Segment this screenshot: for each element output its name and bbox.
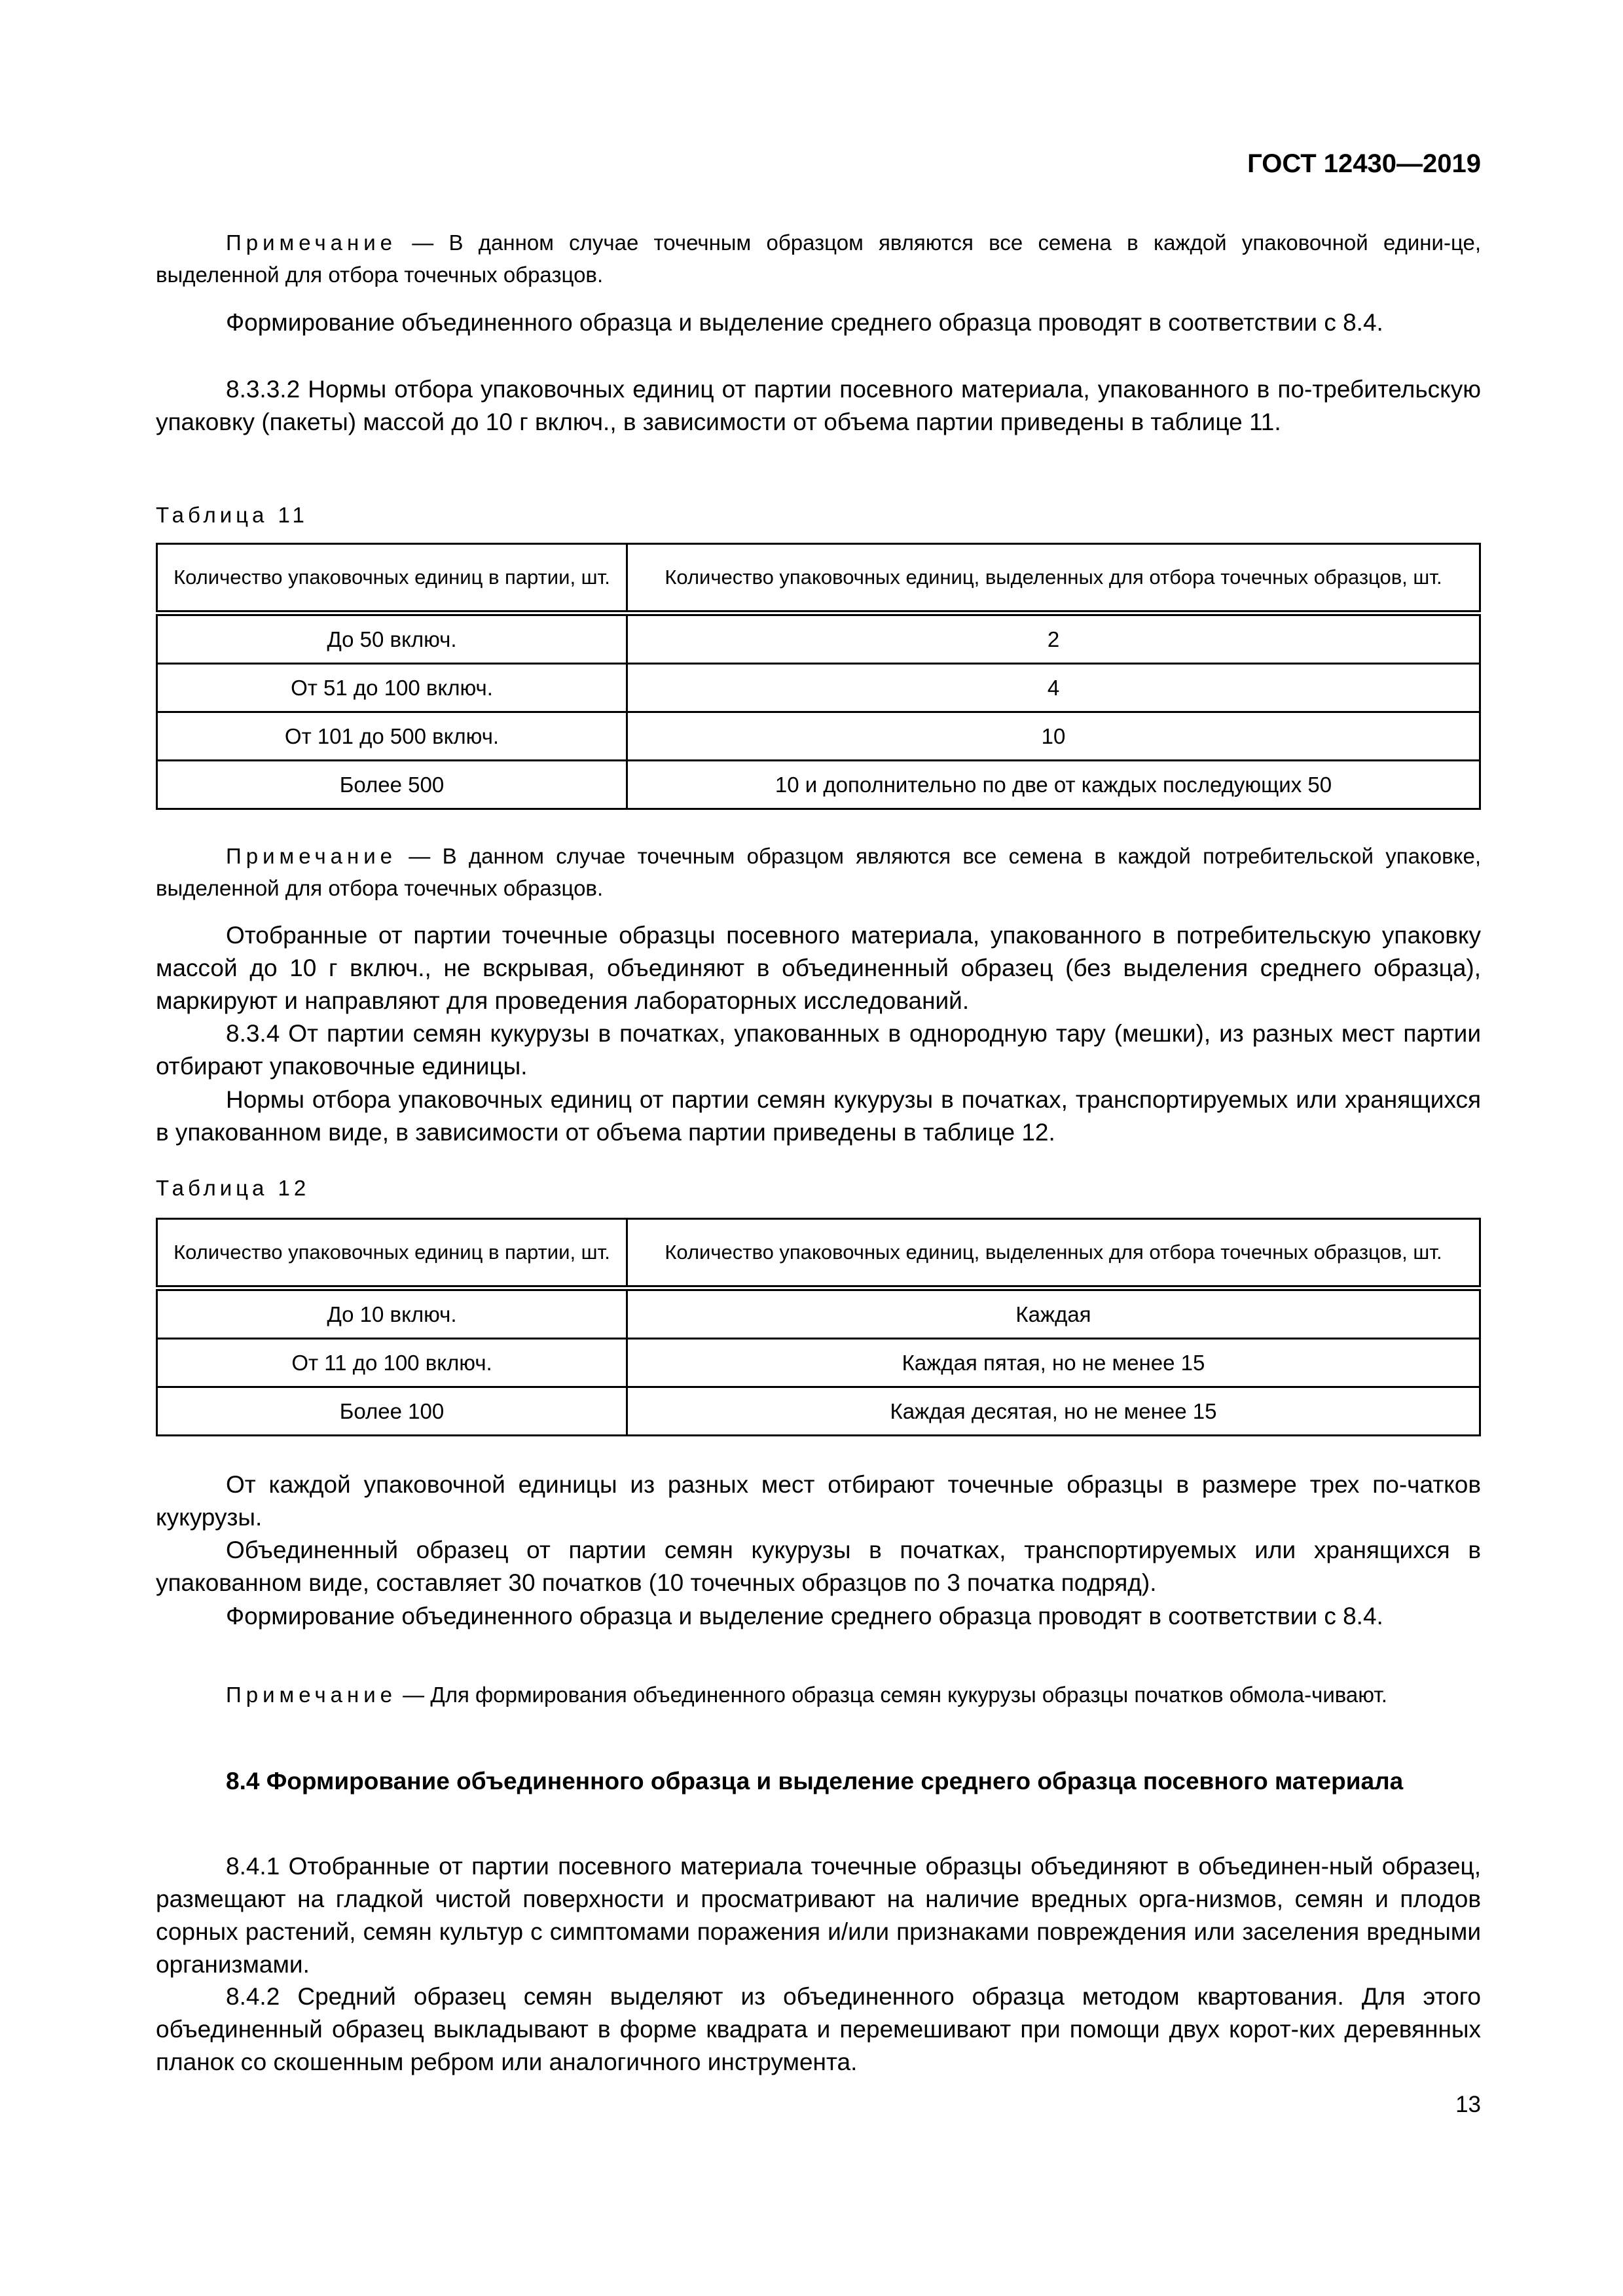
column-header: Количество упаковочных единиц в партии, шт. <box>157 1219 627 1288</box>
table-12 <box>156 1218 1481 1436</box>
table-cell: Более 100 <box>157 1387 627 1436</box>
note-label: Примечание <box>226 230 397 255</box>
column-header: Количество упаковочных единиц, выделенных для отбора точечных образцов, шт. <box>627 1219 1480 1288</box>
document-id: ГОСТ 12430—2019 <box>1247 149 1481 178</box>
paragraph <box>156 1084 1481 1149</box>
paragraph <box>156 1600 1481 1633</box>
table-row <box>157 761 1480 809</box>
note-label: Примечание <box>226 1683 397 1707</box>
table-cell: Более 500 <box>157 761 627 809</box>
paragraph-8-4-2 <box>156 1980 1481 2079</box>
paragraph-8-3-3-2 <box>156 373 1481 439</box>
paragraph <box>156 1534 1481 1599</box>
paragraph-text: Нормы отбора упаковочных единиц от партии семян кукурузы в початках, транспортируемых или хранящихся в упакованном виде, в зависимости от объема партии приведены в таблице 12. <box>156 1086 1481 1146</box>
table-cell: 4 <box>627 664 1480 712</box>
table-row <box>157 1387 1480 1436</box>
paragraph-text: 8.3.4 От партии семян кукурузы в початках, упакованных в однородную тару (мешки), из разных мест партии отбирают упаковочные единицы. <box>156 1020 1481 1080</box>
table-row <box>157 613 1480 664</box>
table-row <box>157 1339 1480 1387</box>
table-cell: 2 <box>627 613 1480 664</box>
paragraph-text: Объединенный образец от партии семян кукурузы в початках, транспортируемых или хранящихся в упакованном виде, составляет 30 початков (10 точечных образцов по 3 початка подряд). <box>156 1537 1481 1596</box>
paragraph <box>156 1468 1481 1534</box>
note-2 <box>156 840 1481 904</box>
paragraph-text: Формирование объединенного образца и выделение среднего образца проводят в соответствии с 8.4. <box>226 1603 1383 1630</box>
table-cell: До 50 включ. <box>157 613 627 664</box>
column-header: Количество упаковочных единиц в партии, шт. <box>157 544 627 613</box>
table-cell: Каждая <box>627 1288 1480 1339</box>
note-text: — В данном случае точечным образцом являются все семена в каждой потребительской упаковке, выделенной для отбора точечных образцов. <box>156 844 1481 900</box>
note-1 <box>156 227 1481 291</box>
paragraph-text: Отобранные от партии точечные образцы посевного материала, упакованного в потребительскую упаковку массой до 10 г включ., не вскрывая, объединяют в объединенный образец (без выделения среднего образца), маркируют и направляют для проведения лабораторных исследований. <box>156 922 1481 1014</box>
table-11-caption: Таблица 11 <box>156 503 308 527</box>
column-header: Количество упаковочных единиц, выделенных для отбора точечных образцов, шт. <box>627 544 1480 613</box>
table-cell: От 11 до 100 включ. <box>157 1339 627 1387</box>
paragraph-text: 8.4.1 Отобранные от партии посевного материала точечные образцы объединяют в объединен-ный образец, размещают на гладкой чистой поверхности и просматривают на наличие вредных орга-низмов, семян и плодов сорных растений, семян культур с симптомами поражения и/или признаками повреждения или заселения вредными организмами. <box>156 1853 1481 1978</box>
table-cell: Каждая десятая, но не менее 15 <box>627 1387 1480 1436</box>
table-header-row <box>157 544 1480 613</box>
paragraph-8-4-1 <box>156 1850 1481 1981</box>
paragraph-8-3-4 <box>156 1017 1481 1083</box>
table-cell: До 10 включ. <box>157 1288 627 1339</box>
paragraph-text: Формирование объединенного образца и выделение среднего образца проводят в соответствии с 8.4. <box>226 309 1383 336</box>
table-cell: 10 <box>627 712 1480 761</box>
table-row <box>157 664 1480 712</box>
paragraph-text: 8.4.2 Средний образец семян выделяют из объединенного образца методом квартования. Для этого объединенный образец выкладывают в форме квадрата и перемешивают при помощи двух корот-ких деревянных планок со скошенным ребром или аналогичного инструмента. <box>156 1983 1481 2075</box>
note-label: Примечание <box>226 844 397 868</box>
table-header-row <box>157 1219 1480 1288</box>
paragraph <box>156 919 1481 1017</box>
table-cell: От 101 до 500 включ. <box>157 712 627 761</box>
table-cell: Каждая пятая, но не менее 15 <box>627 1339 1480 1387</box>
table-cell: 10 и дополнительно по две от каждых последующих 50 <box>627 761 1480 809</box>
note-3 <box>156 1679 1481 1711</box>
paragraph <box>156 306 1481 339</box>
table-row <box>157 712 1480 761</box>
table-11 <box>156 543 1481 810</box>
section-heading: 8.4 Формирование объединенного образца и выделение среднего образца посевного материала <box>226 1768 1404 1795</box>
section-8-4 <box>156 1765 1481 1798</box>
page-number: 13 <box>1455 2092 1481 2117</box>
note-text: — Для формирования объединенного образца семян кукурузы образцы початков обмола-чивают. <box>397 1683 1387 1707</box>
table-12-caption: Таблица 12 <box>156 1176 310 1200</box>
paragraph-text: От каждой упаковочной единицы из разных мест отбирают точечные образцы в размере трех по-чатков кукурузы. <box>156 1471 1481 1531</box>
table-row <box>157 1288 1480 1339</box>
note-text: — В данном случае точечным образцом являются все семена в каждой упаковочной едини-це, выделенной для отбора точечных образцов. <box>156 230 1481 287</box>
table-cell: От 51 до 100 включ. <box>157 664 627 712</box>
paragraph-text: 8.3.3.2 Нормы отбора упаковочных единиц от партии посевного материала, упакованного в по-требительскую упаковку (пакеты) массой до 10 г включ., в зависимости от объема партии приведены в таблице 11. <box>156 376 1481 435</box>
